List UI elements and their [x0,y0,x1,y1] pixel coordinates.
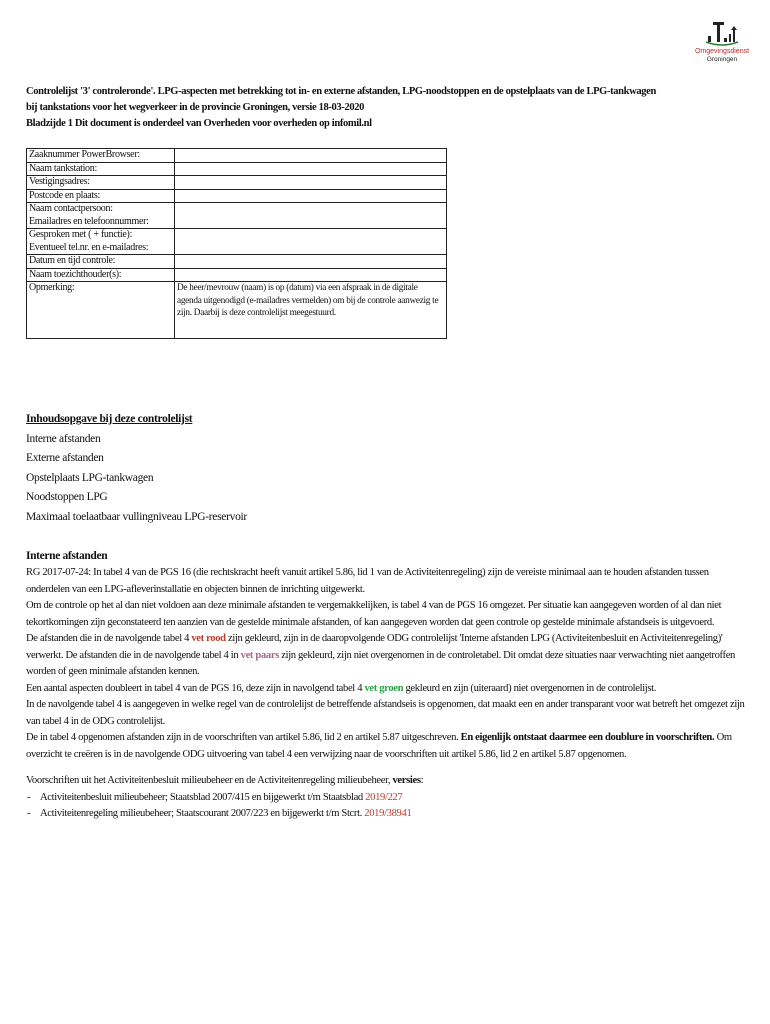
text-span: Een aantal aspecten doubleert in tabel 4 van de PGS 16, deze zijn in navolgend tabel 4 [26,682,365,694]
row-label: Naam toezichthouder(s): [29,268,122,280]
row-label: Naam tankstation: [29,162,97,174]
table-value-cell[interactable] [175,268,447,282]
row-label: Datum en tijd controle: [29,255,116,266]
inspection-info-table [26,148,447,339]
table-value-cell[interactable] [175,149,447,163]
document-header [26,84,726,132]
row-label: Vestigingsadres: [29,176,90,187]
header-page-line: Bladzijde 1 Dit document is onderdeel van Overheden voor overheden op infomil.nl [26,118,372,129]
table-row [27,149,447,163]
table-row [27,282,447,339]
text-span: zijn gekleurd, zijn in de daaropvolgende ODG controlelijst 'Interne afstanden LPG (Activiteitenbesluit en Activiteitenregeling)' verwerkt. De afstanden die in de navolgende tabel 4 in [26,633,723,661]
version-link[interactable]: 2019/227 [365,791,403,803]
table-row [27,176,447,190]
row-label: Postcode en plaats: [29,189,100,201]
text-span: Activiteitenregeling milieubeheer; Staatscourant 2007/223 en bijgewerkt t/m Stcrt. [40,808,365,819]
table-label-cell [27,255,175,269]
text-span: Activiteitenbesluit milieubeheer; Staatsblad 2007/415 en bijgewerkt t/m Staatsblad [40,791,366,803]
section-title: Interne afstanden [26,550,108,562]
list-item [26,790,748,807]
row-label: Opmerking: [29,282,75,293]
paragraph: Om de controle op het al dan niet voldoen aan deze minimale afstanden te vergemakkelijken, is tabel 4 van de PGS 16 omgezet. Per situatie kan aangegeven worden of al dan niet tekortkomingen zijn geconstateerd ten aanzien van de gestelde minimale afstanden, of kan aangegeven worden dat geen controle op gestelde minimale afstandseis is uitgevoerd. [26,600,722,628]
highlight-green: vet groen [364,682,404,694]
highlight-purple: vet paars [240,649,279,661]
table-row [27,229,447,255]
table-row [27,162,447,176]
table-row [27,268,447,282]
table-row [27,189,447,203]
bold-text: versies [392,775,421,786]
row-label: Emailadres en telefoonnummer: [29,215,149,227]
table-of-contents [26,410,247,527]
highlight-red: vet rood [191,633,226,644]
table-label-cell [27,176,175,190]
toc-item[interactable]: Externe afstanden [26,452,104,464]
table-label-cell [27,149,175,163]
text-span: De in tabel 4 opgenomen afstanden zijn in de voorschriften van artikel 5.86, lid 2 en artikel 5.87 uitgeschreven. [26,732,461,743]
table-label-cell [27,282,175,339]
table-value-cell[interactable] [175,162,447,176]
table-label-cell [27,162,175,176]
logo-region-text: Groningen [706,56,738,63]
text-span: Om overzicht te creëren is in de navolgende ODG uitvoering van tabel 4 een verwijzing naar de voorschriften uit artikel 5.86, lid 2 en artikel 5.87 opgenomen. [26,732,732,760]
logo-brand-text: Omgevingsdienst [694,48,750,55]
row-label: Zaaknummer PowerBrowser: [29,149,140,160]
toc-title: Inhoudsopgave bij deze controlelijst [26,413,193,425]
toc-item[interactable]: Interne afstanden [26,432,101,445]
row-label: Eventueel tel.nr. en e-mailadres: [29,241,149,253]
paragraph: In de navolgende tabel 4 is aangegeven in welke regel van de controlelijst de betreffende afstandseis is opgenomen, dat maakt een en ander transparant voor wat betreft het omgezet zijn van tabel 4 in de ODG controlelijst. [26,699,745,727]
versions-intro [26,773,748,790]
row-label: Gesproken met ( + functie): [29,229,133,240]
table-label-cell [27,189,175,203]
row-label: Naam contactpersoon: [29,203,113,214]
header-subtitle-line: bij tankstations voor het wegverkeer in de provincie Groningen, versie 18-03-2020 [26,102,365,113]
toc-item[interactable]: Opstelplaats LPG-tankwagen [26,471,154,484]
paragraph [26,730,748,763]
table-value-cell[interactable] [175,203,447,229]
table-label-cell [27,229,175,255]
remark-cell[interactable]: De heer/mevrouw (naam) is op (datum) via een afspraak in de digitale agenda uitgenodigd (e-mailadres vermelden) om bij de controle aanwezig te zijn. Daarbij is deze controlelijst meegestuurd. [175,282,447,339]
text-span: De afstanden die in de navolgende tabel 4 [26,633,192,644]
table-label-cell [27,203,175,229]
versions-list [26,790,748,823]
table-row [27,203,447,229]
spacer [26,763,748,773]
table-label-cell [27,268,175,282]
text-span: Voorschriften uit het Activiteitenbesluit milieubeheer en de Activiteitenregeling milieubeheer, [26,775,393,786]
list-item [26,806,748,823]
table-row [27,255,447,269]
paragraph [26,631,748,681]
text-span: : [420,775,424,786]
organization-logo [690,20,754,74]
table-value-cell[interactable] [175,229,447,255]
table-value-cell[interactable] [175,255,447,269]
paragraph [26,681,748,698]
bold-text: En eigenlijk ontstaat daarmee een doublure in voorschriften. [460,732,715,743]
section-interne-afstanden [26,548,748,823]
toc-item[interactable]: Maximaal toelaatbaar vullingniveau LPG-reservoir [26,510,247,523]
text-span: gekleurd en zijn (uiteraard) niet overgenomen in de controlelijst. [403,682,657,694]
table-value-cell[interactable] [175,189,447,203]
version-link[interactable]: 2019/38941 [364,808,412,819]
table-value-cell[interactable] [175,176,447,190]
header-title-line: Controlelijst '3' controleronde'. LPG-aspecten met betrekking tot in- en externe afstanden, LPG-noodstoppen en de opstelplaats van de LPG-tankwagen [26,86,656,97]
toc-item[interactable]: Noodstoppen LPG [26,491,108,503]
text-span: zijn gekleurd, zijn niet overgenomen in de controletabel. Dit omdat deze situaties naar verwachting niet aangetroffen worden of geen minimale afstanden kennen. [26,649,736,677]
paragraph: RG 2017-07-24: In tabel 4 van de PGS 16 (die rechtskracht heeft vanuit artikel 5.86, lid 1 van de Activiteitenregeling) zijn de vereiste minimaal aan te houden afstanden tussen onderdelen van een LPG-afleverinstallatie en objecten binnen de inrichting uitgewerkt. [26,567,709,595]
logo-emblem-icon [704,20,740,48]
